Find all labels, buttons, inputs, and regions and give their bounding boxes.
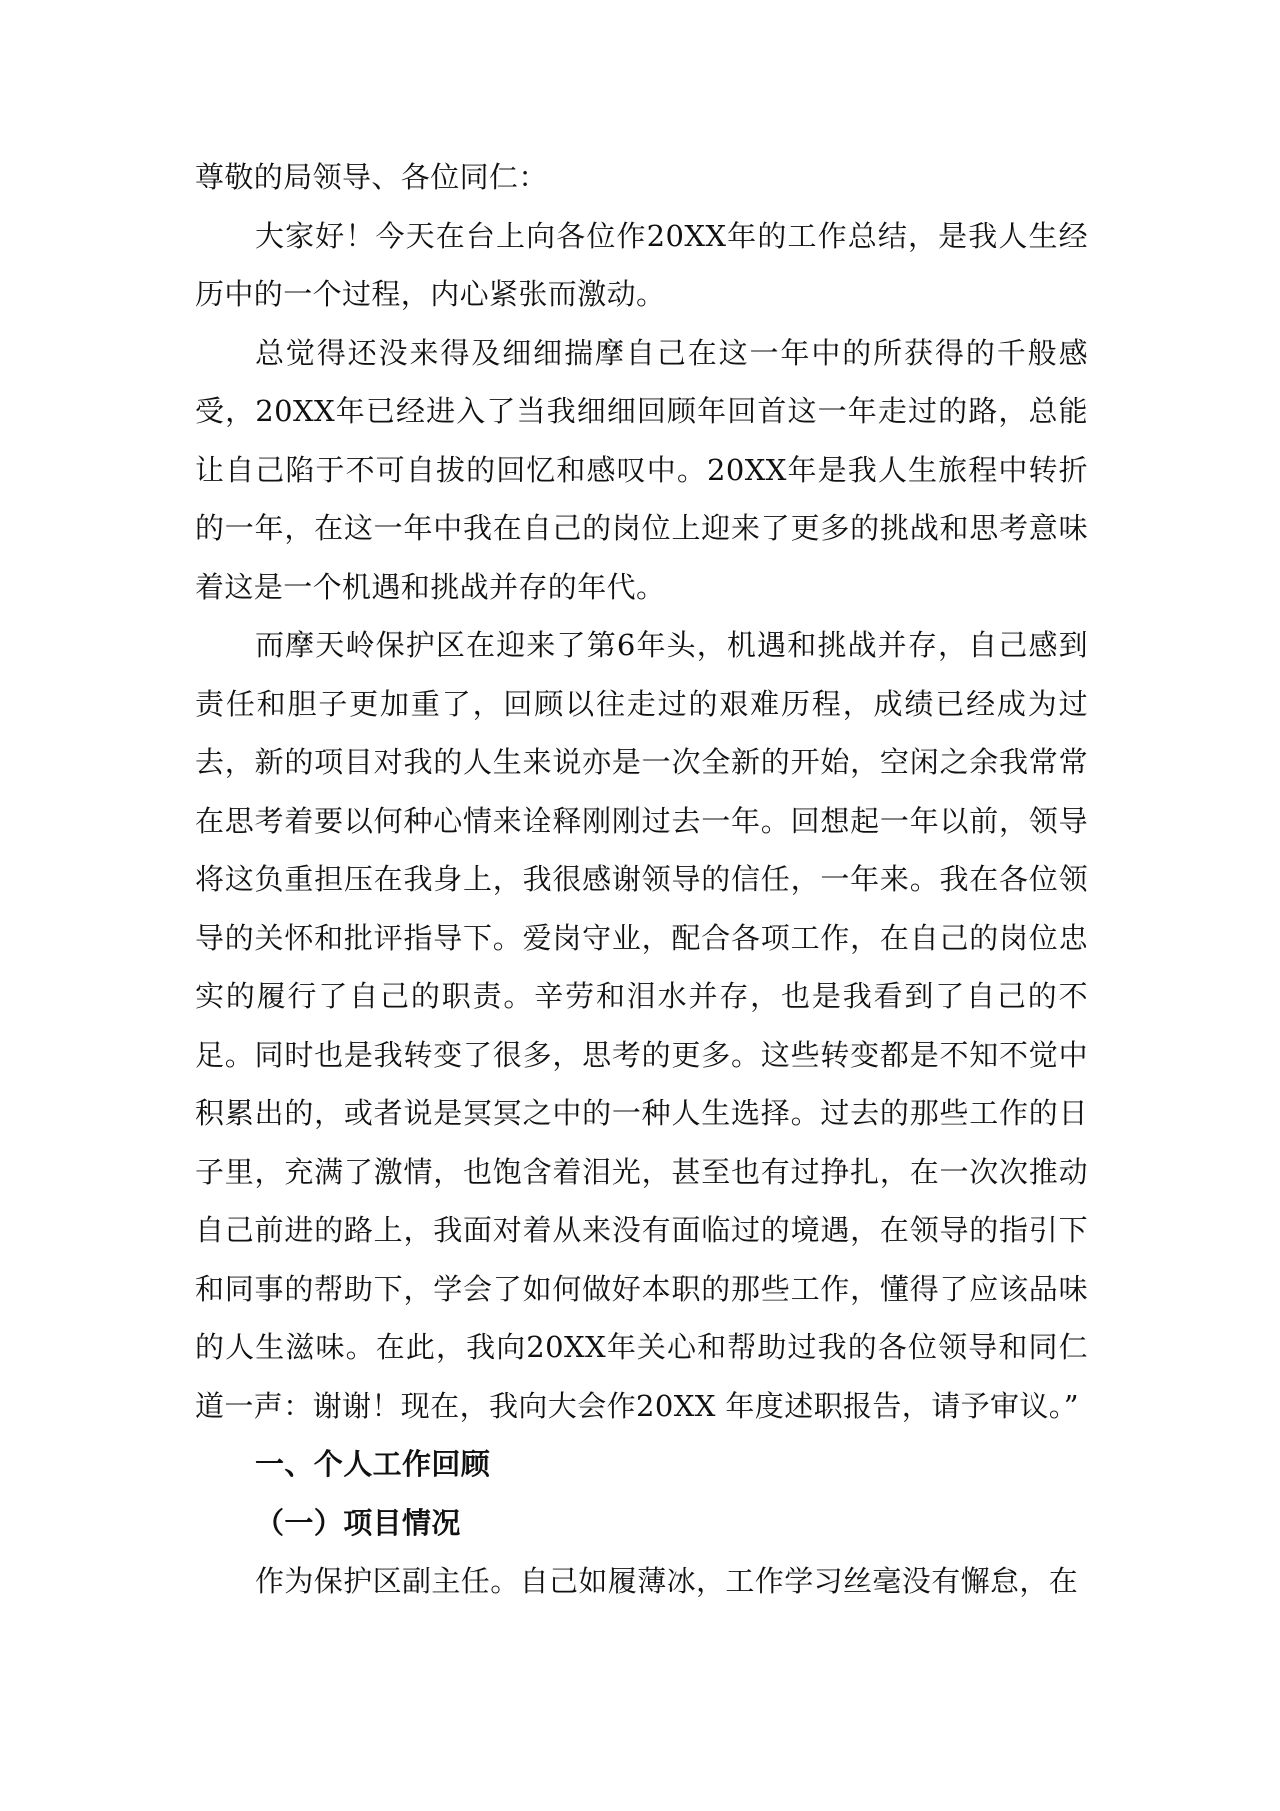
paragraph-review: 而摩天岭保护区在迎来了第6年头，机遇和挑战并存，自己感到责任和胆子更加重了，回顾以往走过的艰难历程，成绩已经成为过去，新的项目对我的人生来说亦是一次全新的开始，空闲之余我常常在思考着要以何种心情来诠释刚刚过去一年。回想起一年以前，领导将这负重担压在我身上，我很感谢领导的信任，一年来。我在各位领导的关怀和批评指导下。爱岗守业，配合各项工作，在自己的岗位忠实的履行了自己的职责。辛劳和泪水并存，也是我看到了自己的不足。同时也是我转变了很多，思考的更多。这些转变都是不知不觉中积累出的，或者说是冥冥之中的一种人生选择。过去的那些工作的日子里，充满了激情，也饱含着泪光，甚至也有过挣扎，在一次次推动自己前进的路上，我面对着从来没有面临过的境遇，在领导的指引下和同事的帮助下，学会了如何做好本职的那些工作，懂得了应该品味的人生滋味。在此，我向20XX年关心和帮助过我的各位领导和同仁道一声：谢谢！现在，我向大会作20XX 年度述职报告，请予审议。” [195, 628, 1088, 1423]
paragraph-greeting: 大家好！今天在台上向各位作20XX年的工作总结，是我人生经历中的一个过程，内心紧张而激动。 [195, 218, 1088, 311]
paragraph-project: 作为保护区副主任。自己如履薄冰，工作学习丝毫没有懈怠，在 [255, 1564, 1079, 1598]
paragraph-reflection: 总觉得还没来得及细细揣摩自己在这一年中的所获得的千般感受，20XX年已经进入了当我细细回顾年回首这一年走过的路，总能让自己陷于不可自拔的回忆和感叹中。20XX年是我人生旅程中转折的一年，在这一年中我在自己的岗位上迎来了更多的挑战和思考意味着这是一个机遇和挑战并存的年代。 [195, 335, 1088, 604]
section-heading: 一、个人工作回顾 [255, 1447, 491, 1481]
document-body [195, 148, 1088, 1611]
salutation: 尊敬的局领导、各位同仁： [195, 160, 548, 194]
subsection-heading: （一）项目情况 [255, 1505, 461, 1540]
